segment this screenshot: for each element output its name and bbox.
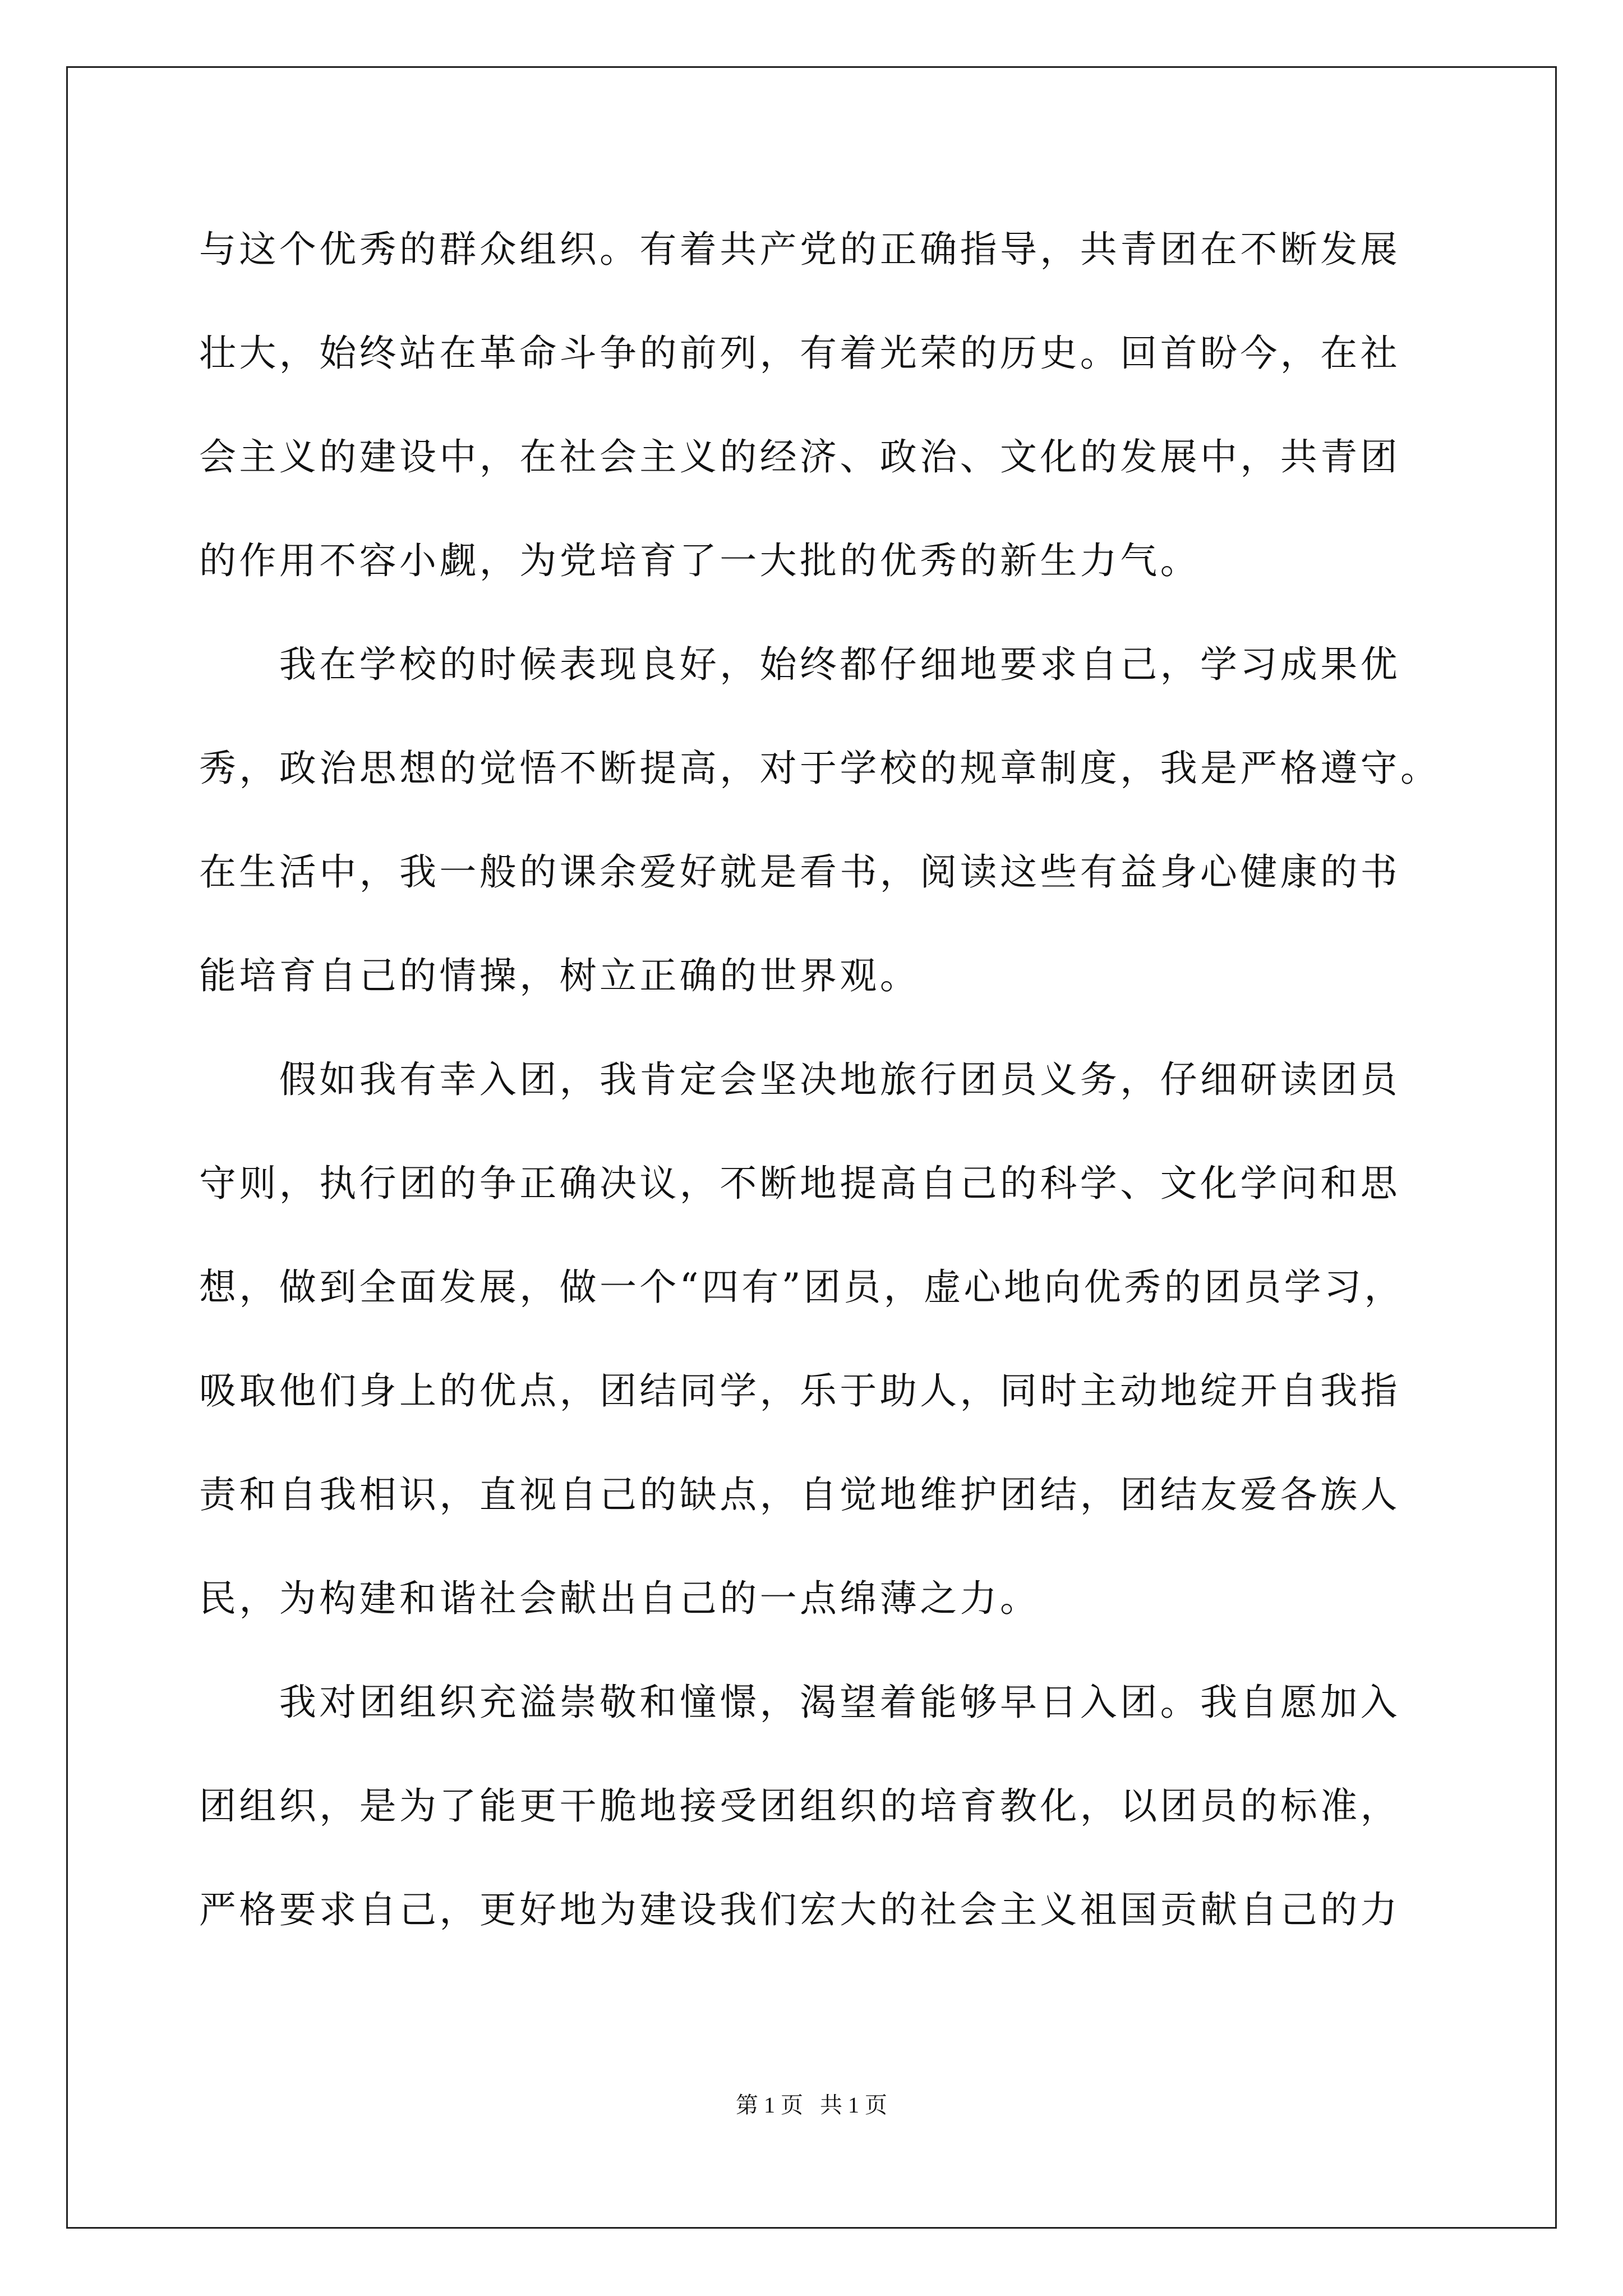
- text-line: 会主义的建设中，在社会主义的经济、政治、文化的发展中，共青团: [199, 435, 1400, 478]
- page-footer: 第 1 页 共 1 页: [736, 2092, 887, 2118]
- text-line: 假如我有幸入团，我肯定会坚决地旅行团员义务，仔细研读团员: [199, 1058, 1400, 1101]
- text-line: 与这个优秀的群众组织。有着共产党的正确指导，共青团在不断发展: [199, 228, 1400, 271]
- text-line: 想，做到全面发展，做一个“四有”团员，虚心地向优秀的团员学习，: [199, 1266, 1404, 1309]
- text-line: 壮大，始终站在革命斗争的前列，有着光荣的历史。回首盼今，在社: [199, 332, 1400, 375]
- text-line: 能培育自己的情操，树立正确的世界观。: [199, 954, 920, 997]
- text-line: 守则，执行团的争正确决议，不断地提高自己的科学、文化学问和思: [199, 1162, 1400, 1205]
- text-line: 责和自我相识，直视自己的缺点，自觉地维护团结，团结友爱各族人: [199, 1473, 1400, 1516]
- text-line: 的作用不容小觑，为党培育了一大批的优秀的新生力气。: [199, 539, 1200, 582]
- text-line: 秀，政治思想的觉悟不断提高，对于学校的规章制度，我是严格遵守。: [199, 747, 1441, 790]
- text-line: 严格要求自己，更好地为建设我们宏大的社会主义祖国贡献自己的力: [199, 1888, 1400, 1931]
- text-line: 团组织，是为了能更干脆地接受团组织的培育教化，以团员的标准，: [199, 1784, 1400, 1828]
- text-line: 在生活中，我一般的课余爱好就是看书，阅读这些有益身心健康的书: [199, 850, 1400, 894]
- text-line: 吸取他们身上的优点，团结同学，乐于助人，同时主动地绽开自我指: [199, 1369, 1400, 1412]
- text-line: 我在学校的时候表现良好，始终都仔细地要求自己，学习成果优: [199, 643, 1400, 686]
- text-line: 民，为构建和谐社会献出自己的一点绵薄之力。: [199, 1577, 1040, 1620]
- text-line: 我对团组织充溢崇敬和憧憬，渴望着能够早日入团。我自愿加入: [199, 1681, 1400, 1724]
